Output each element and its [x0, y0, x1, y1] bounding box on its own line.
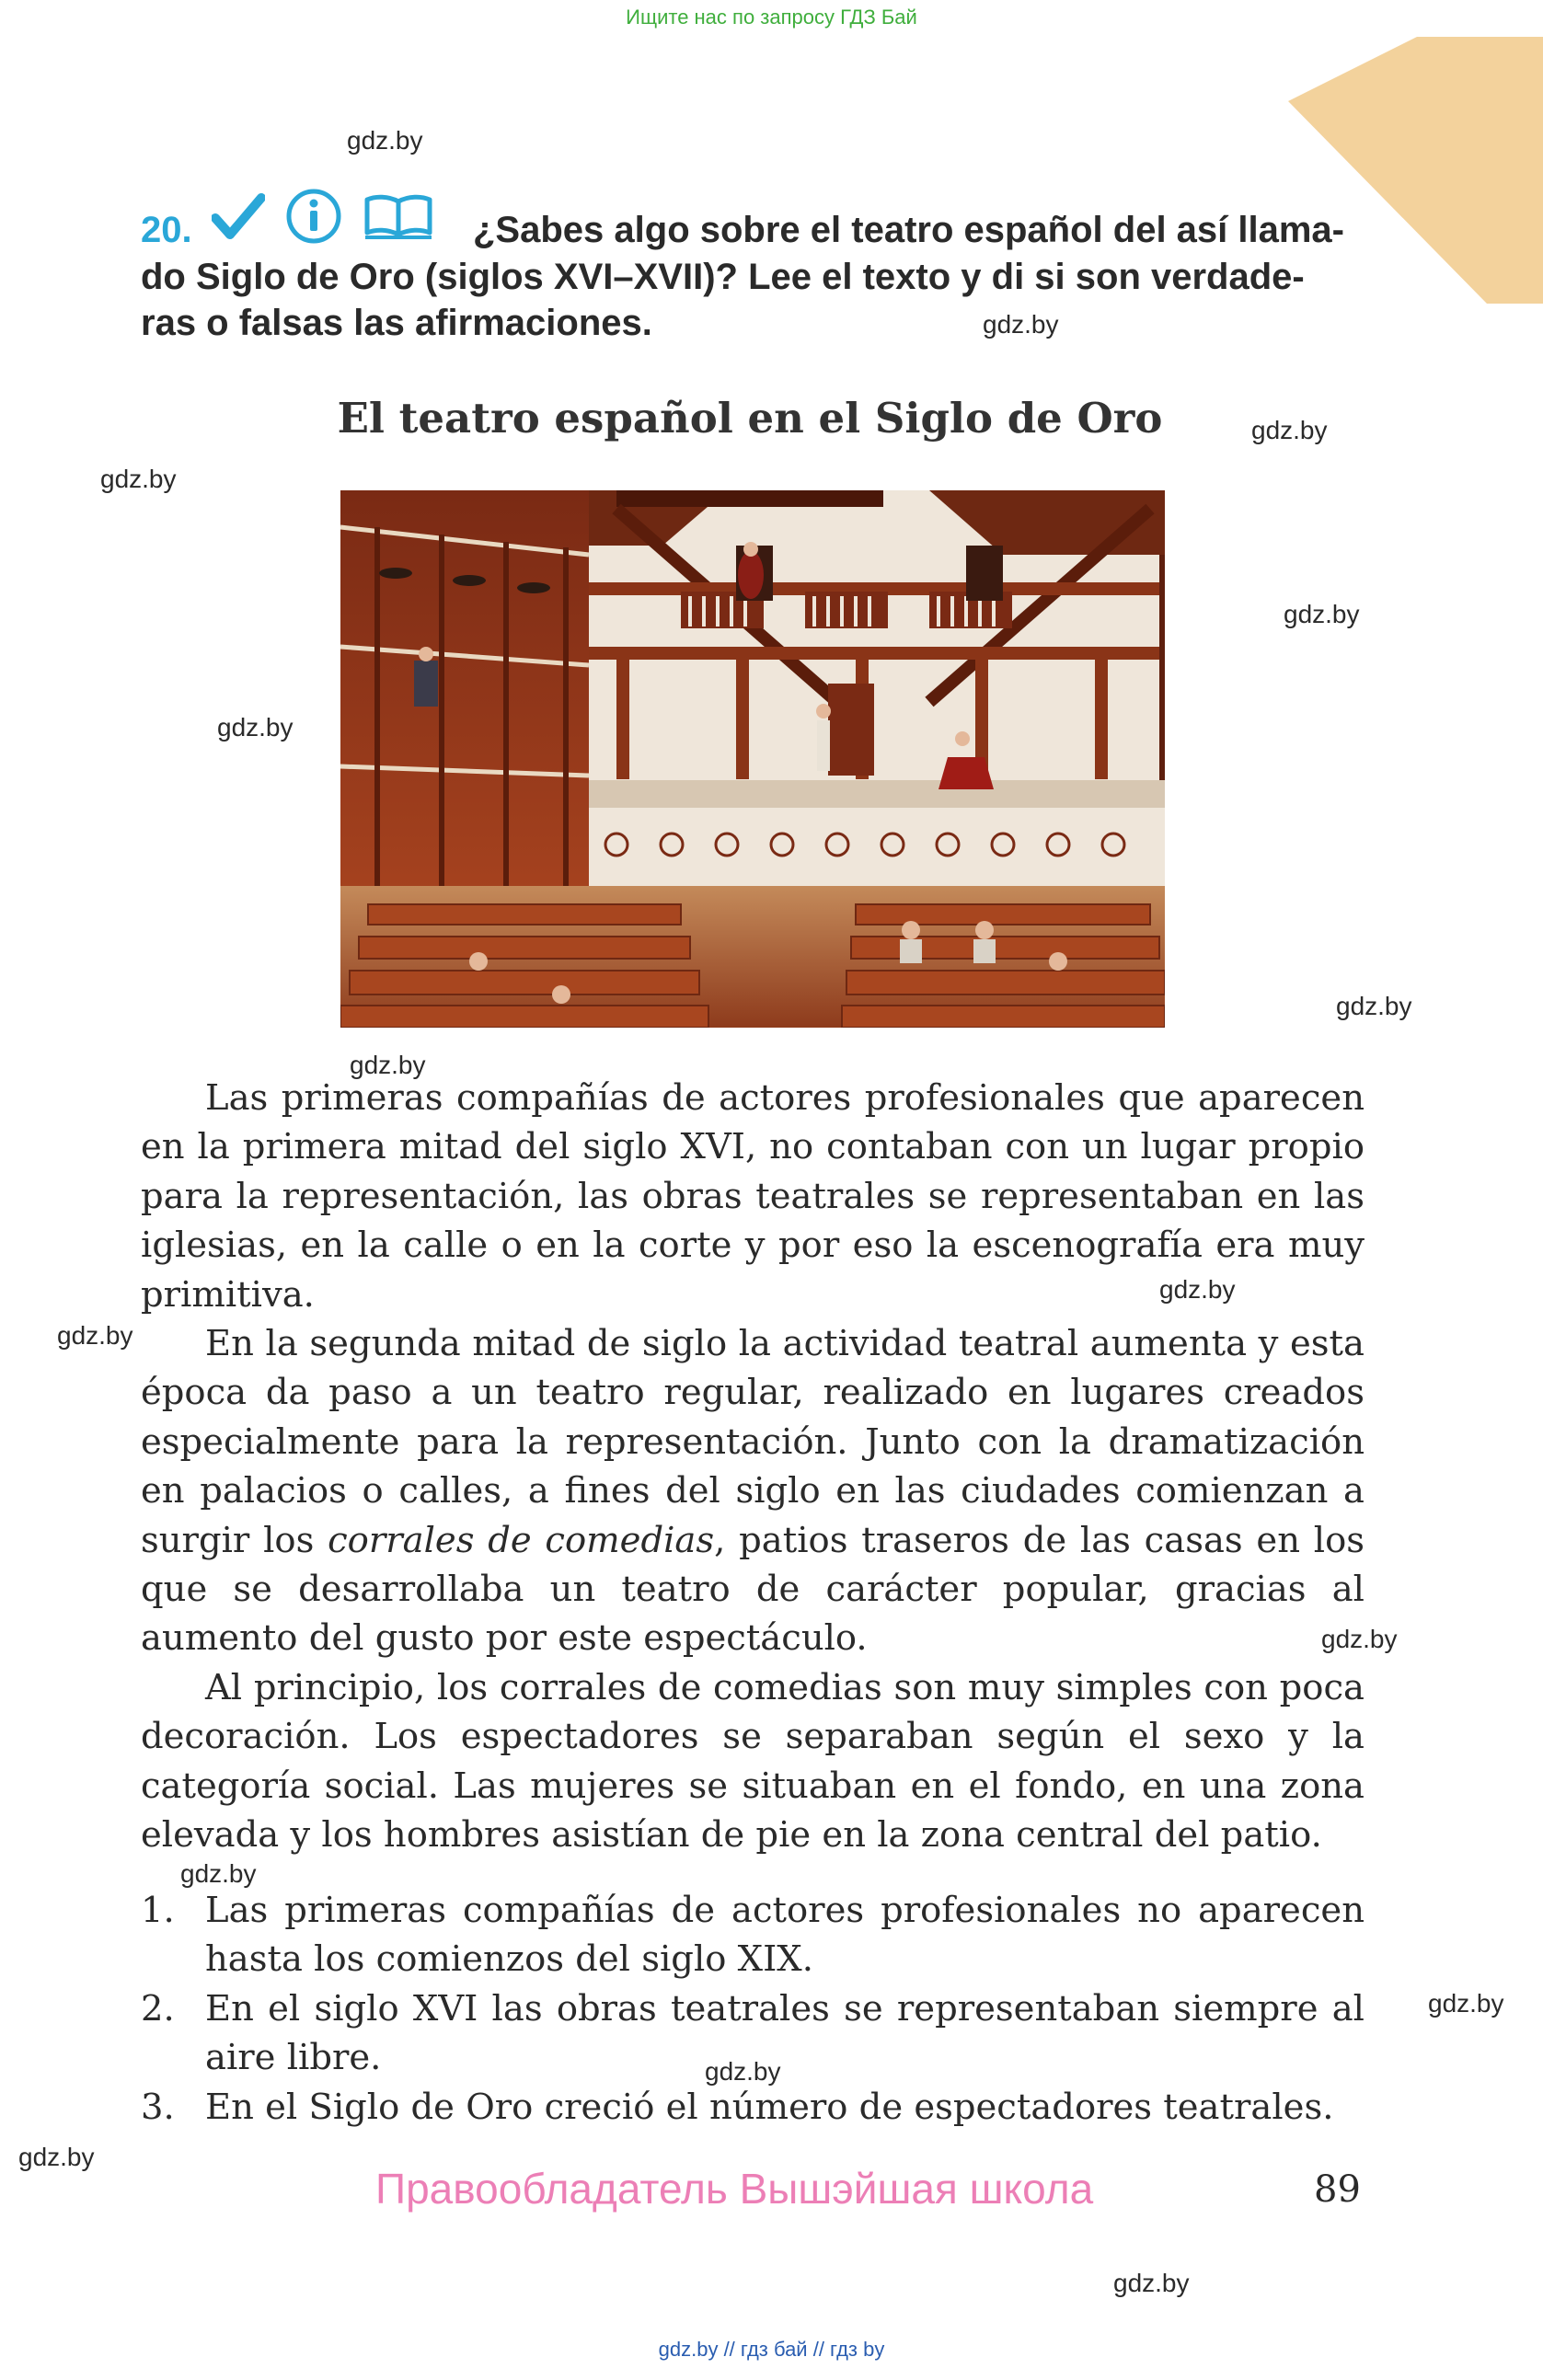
watermark: gdz.by [1428, 1989, 1504, 2018]
task-icons [212, 187, 434, 246]
watermark: gdz.by [180, 1859, 257, 1888]
watermark: gdz.by [347, 126, 423, 155]
watermark: gdz.by [1336, 992, 1412, 1020]
corner-tab [1288, 37, 1543, 304]
section-heading: El teatro español en el Siglo de Oro [337, 394, 1163, 443]
task-line-2: do Siglo de Oro (siglos XVI–XVII)? Lee el texto y di si son verdade- [141, 257, 1305, 297]
watermark: gdz.by [217, 713, 294, 742]
watermark: gdz.by [1321, 1625, 1398, 1653]
watermark: gdz.by [18, 2143, 95, 2171]
italic-term: corrales de comedias [328, 1519, 715, 1561]
watermark: gdz.by [1284, 600, 1360, 628]
watermark: gdz.by [57, 1321, 133, 1350]
open-book-icon [363, 192, 434, 240]
watermark: gdz.by [705, 2057, 781, 2086]
info-icon [285, 188, 342, 245]
statements-list [141, 1886, 1365, 2132]
publisher-notice: Правообладатель Вышэйшая школа [375, 2165, 1094, 2213]
watermark: gdz.by [983, 310, 1059, 339]
watermark: gdz.by [1113, 2269, 1190, 2297]
paragraph-1: Las primeras compañías de actores profesionales que aparecen en la primera mitad del siglo XVI, no contaban con un lugar propio para la representación, las obras teatrales se representaban en las iglesias, en la calle o en la corte y por eso la escenografía era muy primitiva. [141, 1077, 1365, 1316]
watermark: gdz.by [100, 465, 177, 493]
bottom-banner: gdz.by // гдз бай // гдз by [658, 2338, 885, 2361]
watermark: gdz.by [1251, 416, 1328, 444]
body-text [141, 1074, 1365, 1860]
paragraph-3: Al principio, los corrales de comedias son muy simples con poca decoración. Los espectadores se separaban según el sexo y la categoría social. Las mujeres se situaban en el fondo, en una zona elevada y los hombres asistían de pie en la zona central del patio. [141, 1666, 1365, 1857]
task-line-1: ¿Sabes algo sobre el teatro español del así llama- [473, 210, 1344, 250]
page-number: 89 [1314, 2168, 1361, 2211]
checkmark-icon [212, 192, 265, 240]
paragraph-2: En la segunda mitad de siglo la actividad teatral aumenta y esta época da paso a un teatro regular, realizado en lugares creados especialmente para la representación. Junto con la dramatización en palacios o calles, a fines del siglo en las ciudades comienzan a surgir los corrales de comedias, patios traseros de las casas en los que se desarrollaba un teatro de carácter popular, gracias al aumento del gusto por este espectáculo. [141, 1323, 1365, 1660]
watermark: gdz.by [350, 1051, 426, 1079]
list-item: 2. En el siglo XVI las obras teatrales se representaban siempre al aire libre. [141, 1987, 1365, 2079]
list-item: 3. En el Siglo de Oro creció el número de espectadores teatrales. [141, 2086, 1334, 2128]
task-line-3: ras o falsas las afirmaciones. [141, 303, 652, 343]
task-number: 20. [141, 210, 192, 250]
top-banner: Ищите нас по запросу ГДЗ Бай [626, 6, 917, 29]
theater-photo [340, 490, 1165, 1028]
watermark: gdz.by [1159, 1275, 1236, 1304]
list-item: 1. Las primeras compañías de actores profesionales no aparecen hasta los comienzos del siglo XIX. [141, 1890, 1365, 1981]
